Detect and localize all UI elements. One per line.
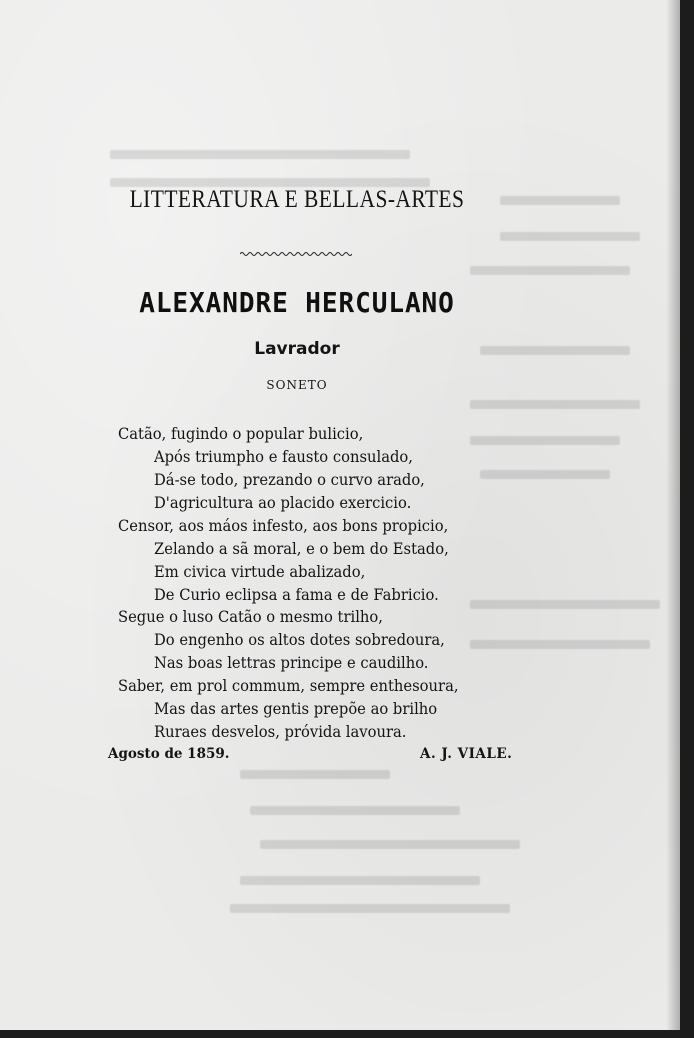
poem-line: Catão, fugindo o popular bulicio, (118, 425, 364, 443)
section-title: LITTERATURA E BELLAS-ARTES (129, 186, 465, 213)
page-edge-shadow (666, 0, 680, 1030)
poem-line: Segue o luso Catão o mesmo trilho, (118, 608, 383, 626)
poem-line: D'agricultura ao placido exercicio. (154, 494, 412, 512)
poem-signature: A. J. VIALE. (420, 746, 513, 762)
poem-date: Agosto de 1859. (108, 746, 230, 762)
poem-line: Do engenho os altos dotes sobredoura, (154, 631, 445, 649)
poem-line: Nas boas lettras principe e caudilho. (154, 654, 429, 672)
poem-line: De Curio eclipsa a fama e de Fabricio. (154, 586, 439, 604)
poem-line: Em civica virtude abalizado, (154, 563, 366, 581)
author-heading: ALEXANDRE HERCULANO (139, 286, 455, 319)
poem-line: Mas das artes gentis prepõe ao brilho (154, 700, 438, 718)
poem-form-label: SONETO (266, 378, 328, 392)
poem-line: Após triumpho e fausto consulado, (154, 448, 413, 466)
poem-line: Ruraes desvelos, próvida lavoura. (154, 723, 407, 741)
poem-line: Dá-se todo, prezando o curvo arado, (154, 471, 425, 489)
poem-title: Lavrador (254, 339, 340, 359)
poem-line: Zelando a sã moral, e o bem do Estado, (154, 540, 449, 558)
poem-line: Saber, em prol commum, sempre enthesoura, (118, 677, 459, 695)
poem-line: Censor, aos máos infesto, aos bons propicio, (118, 517, 449, 535)
